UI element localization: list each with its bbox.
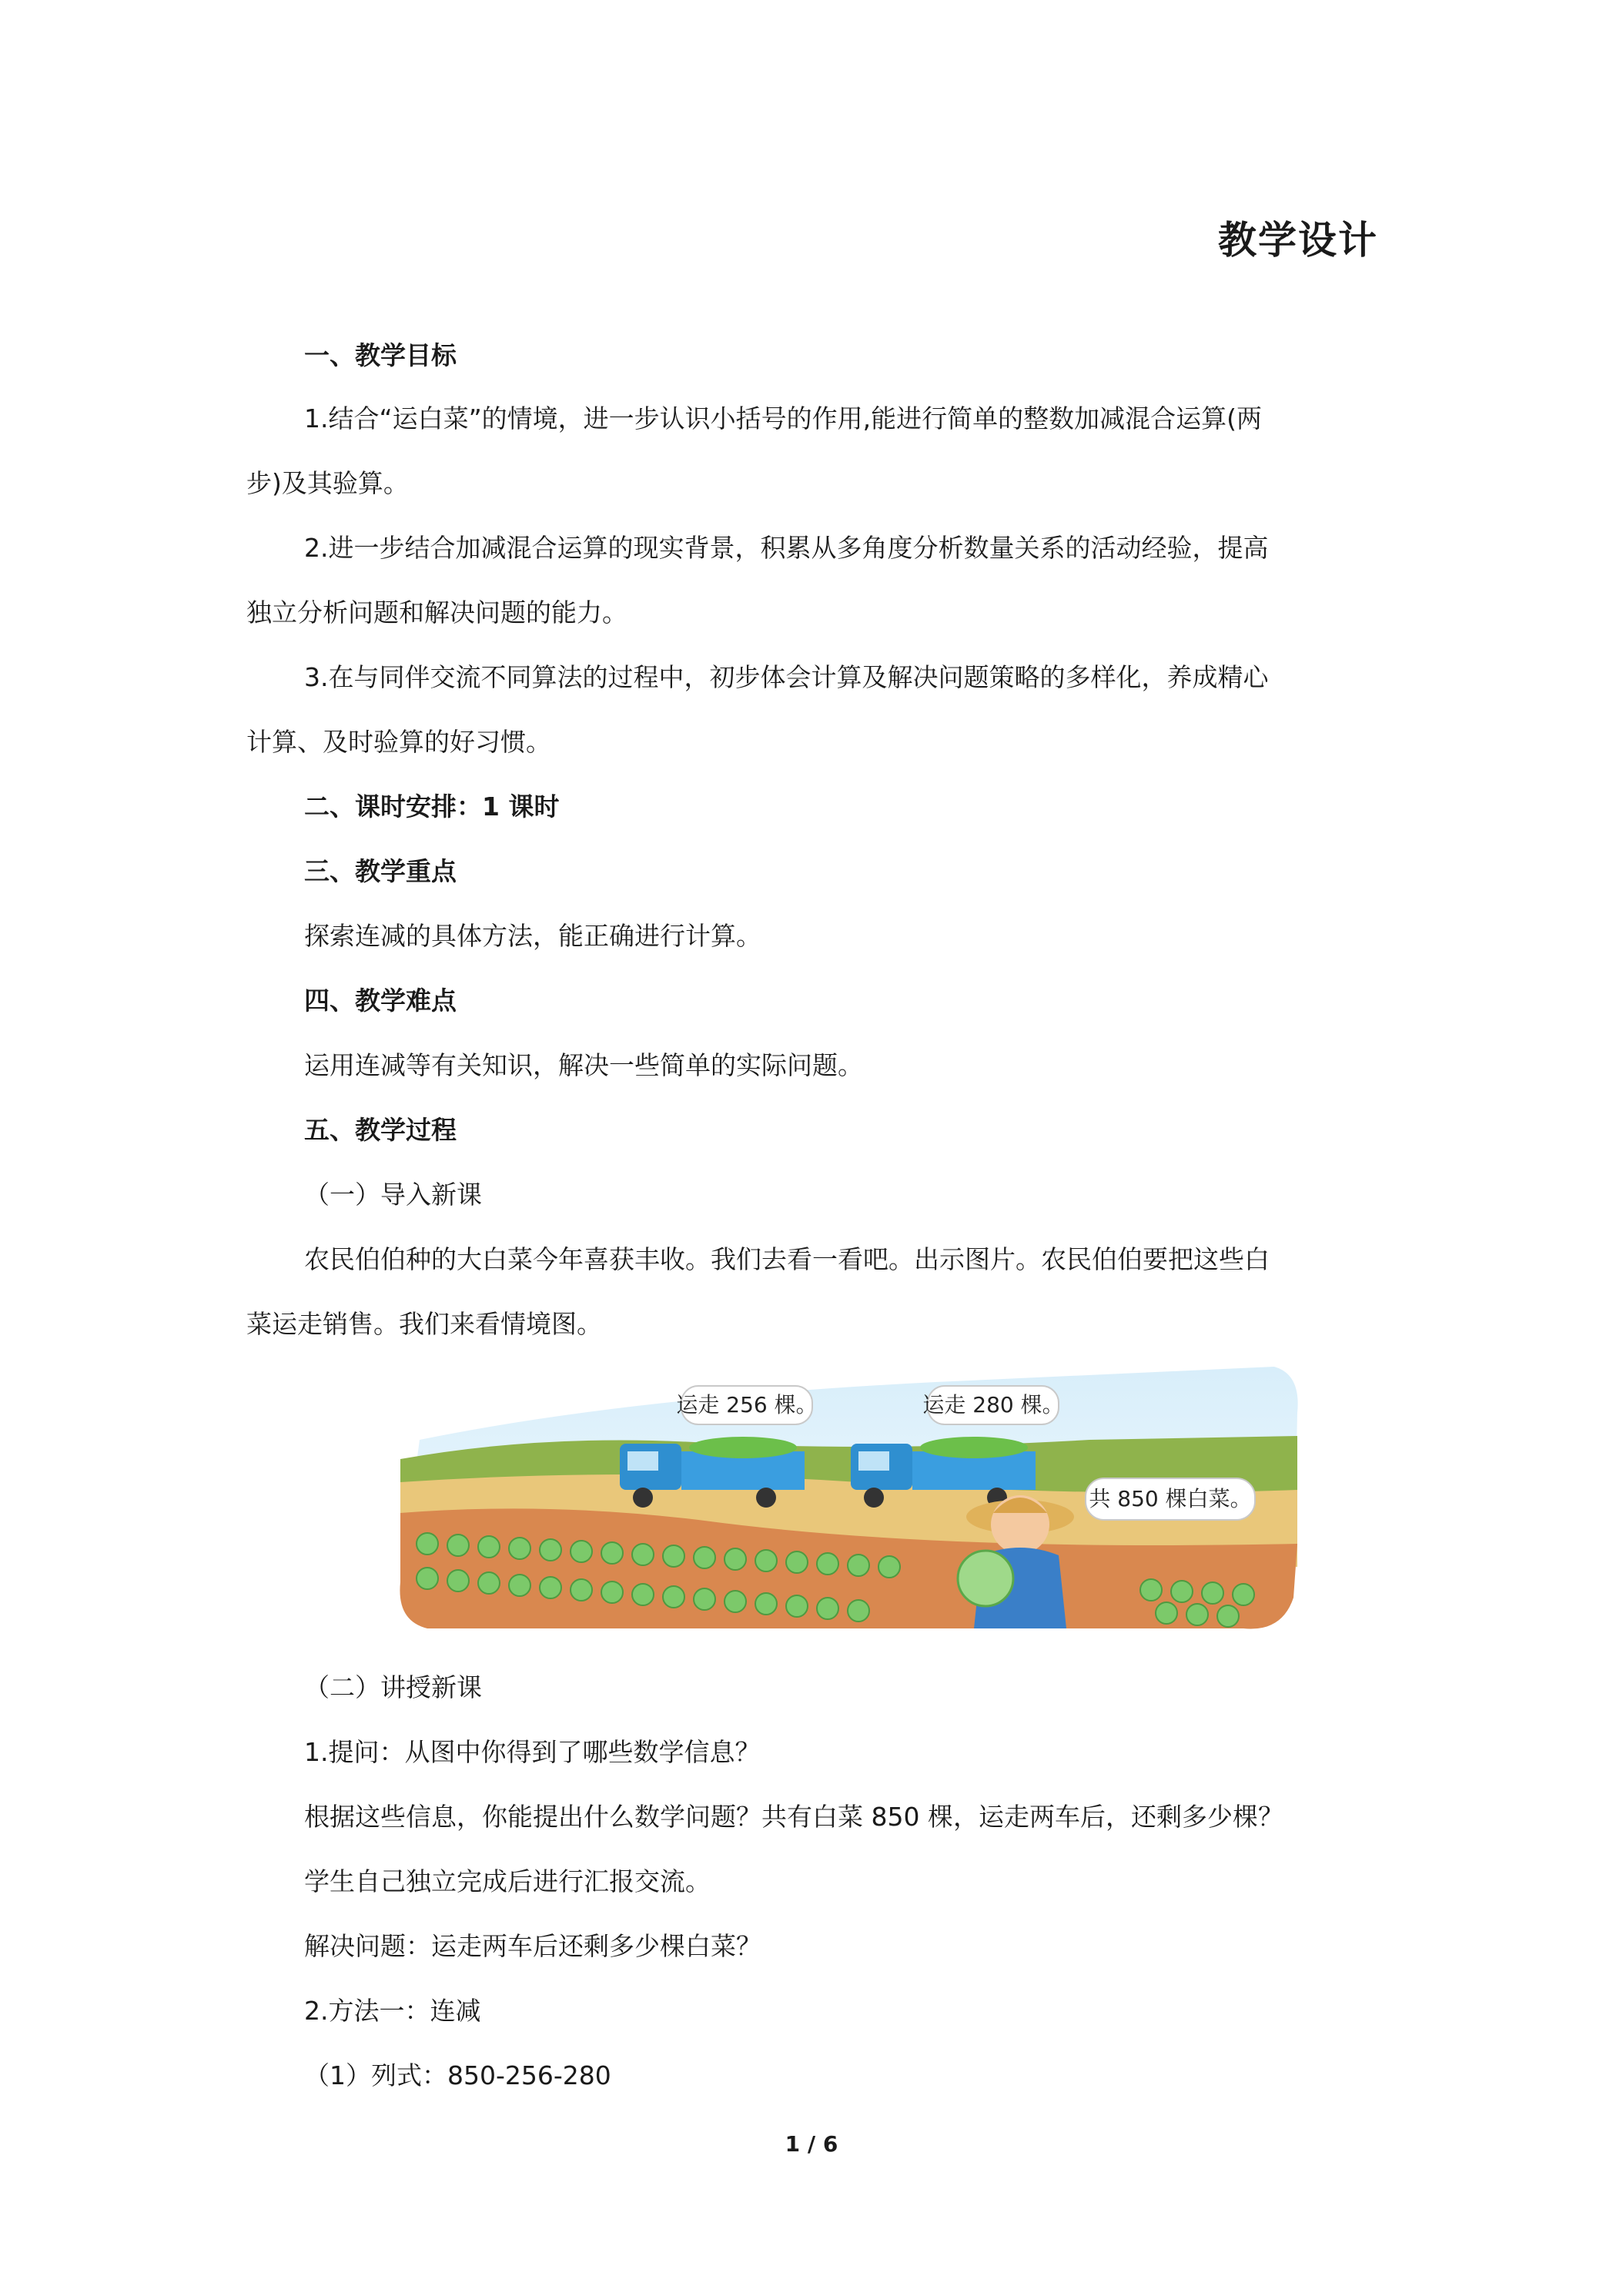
focus-text: 探索连减的具体方法，能正确进行计算。: [304, 921, 761, 951]
student-activity: 学生自己独立完成后进行汇报交流。: [304, 1866, 711, 1896]
page-number: 1 / 6: [785, 2131, 838, 2157]
schedule-heading: 二、课时安排：1 课时: [304, 792, 560, 822]
question-1-follow: 根据这些信息，你能提出什么数学问题？共有白菜 850 棵，运走两车后，还剩多少棵？: [304, 1802, 1283, 1832]
process-heading: 五、教学过程: [304, 1115, 457, 1145]
focus-heading: 三、教学重点: [304, 856, 457, 886]
intro-line-1: 农民伯伯种的大白菜今年喜获丰收。我们去看一看吧。出示图片。农民伯伯要把这些白: [304, 1244, 1270, 1274]
goal-1-line-1: 1.结合“运白菜”的情境，进一步认识小括号的作用,能进行简单的整数加减混合运算(两: [304, 403, 1263, 433]
goal-2-line-1: 2.进一步结合加减混合运算的现实背景，积累从多角度分析数量关系的活动经验，提高: [304, 533, 1269, 563]
part2-heading: （二）讲授新课: [304, 1672, 482, 1702]
bubble-3-text: 共 850 棵白菜。: [1089, 1486, 1252, 1511]
speech-bubble-3: [1086, 1478, 1255, 1520]
question-1: 1.提问：从图中你得到了哪些数学信息？: [304, 1737, 761, 1767]
bubble-2-text: 运走 280 棵。: [922, 1392, 1064, 1417]
goal-3-line-1: 3.在与同伴交流不同算法的过程中，初步体会计算及解决问题策略的多样化，养成精心: [304, 662, 1269, 692]
intro-line-2: 菜运走销售。我们来看情境图。: [246, 1309, 602, 1339]
goal-1-line-2: 步)及其验算。: [246, 468, 409, 498]
speech-bubble-2: [922, 1386, 1063, 1424]
difficulty-text: 运用连减等有关知识，解决一些简单的实际问题。: [304, 1050, 863, 1080]
page-title: 教学设计: [1218, 218, 1378, 263]
difficulty-heading: 四、教学难点: [304, 986, 457, 1016]
speech-bubble-1: [676, 1386, 817, 1424]
method-1-step-1: （1）列式：850-256-280: [304, 2060, 611, 2090]
solve-problem: 解决问题：运走两车后还剩多少棵白菜？: [304, 1931, 761, 1961]
goal-3-line-2: 计算、及时验算的好习惯。: [246, 727, 551, 757]
part1-heading: （一）导入新课: [304, 1180, 482, 1210]
bubble-1-text: 运走 256 棵。: [676, 1392, 818, 1417]
goals-heading: 一、教学目标: [304, 340, 457, 370]
cabbage-transport-illustration: [397, 1367, 1301, 1632]
method-1: 2.方法一：连减: [304, 1996, 481, 2026]
goal-2-line-2: 独立分析问题和解决问题的能力。: [246, 597, 627, 628]
